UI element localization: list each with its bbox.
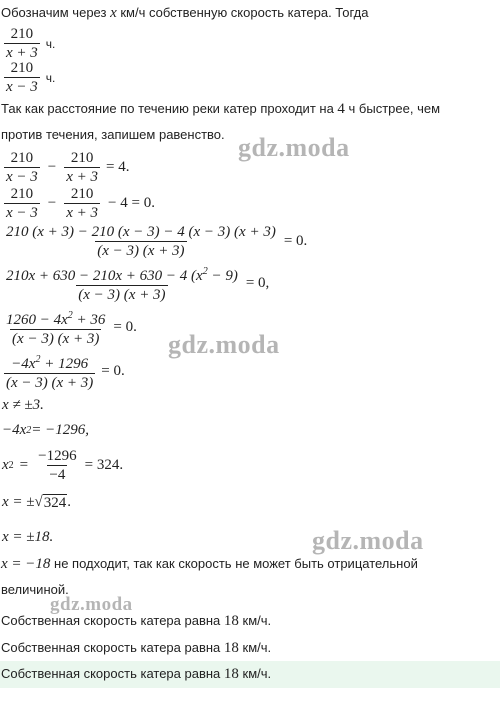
answer-text: Собственная скорость катера равна [1,640,224,655]
denominator: (x − 3) (x + 3) [97,243,185,259]
numerator-part: 1260 − 4x [6,312,68,328]
operator: − [47,159,57,175]
exponent: 2 [26,425,32,436]
equation-7 [2,397,44,414]
exponent: 2 [8,460,14,471]
reject-line-1 [1,556,418,572]
fraction [4,264,240,303]
equation-10 [2,494,71,511]
rhs: − 4 = 0. [108,195,155,211]
intro-text-end: км/ч собственную скорость катера. Тогда [116,5,369,20]
watermark: gdz.moda [312,526,424,555]
fraction [36,448,78,483]
sqrt [35,494,68,511]
rejected-root: x = −18 [1,556,51,572]
denominator: (x − 3) (x + 3) [6,375,94,391]
denominator: (x − 3) (x + 3) [12,331,100,347]
intro-line [1,5,368,21]
rhs: = 324. [84,457,124,473]
equation-5 [2,308,137,347]
explain-text-2: против течения, запишем равенство. [1,127,225,142]
numerator-part: + 36 [72,312,106,328]
watermark: gdz.moda [168,330,280,359]
unit-label: ч. [45,70,56,85]
fraction [64,150,100,185]
numerator-part: 210x + 630 − 210x + 630 − 4 (x [6,268,203,284]
answer-unit: км/ч. [238,613,272,628]
exponent: 2 [67,310,73,321]
rhs: = 4. [106,159,130,175]
solution: x = ±18. [2,529,54,545]
expression: x = ± [2,494,35,510]
intro-variable: x [110,5,117,21]
equation-3 [2,224,307,259]
expression: = −1296, [31,422,90,438]
expression: −4x [2,422,27,438]
reject-text-2: величиной. [1,582,69,597]
numerator: 210 [10,26,34,42]
denominator: x + 3 [66,169,99,185]
numerator: 210 [70,186,94,202]
answer-text: Собственная скорость катера равна [1,613,224,628]
rhs: = 0, [245,275,270,291]
explain-line-2 [1,127,225,143]
equation-9 [2,448,123,483]
numerator: 210 [70,150,94,166]
fraction [4,150,40,185]
fraction [64,186,100,221]
rhs: = 0. [113,319,137,335]
answer-unit: км/ч. [238,666,272,681]
denominator: −4 [49,467,66,483]
numerator: −1296 [38,448,77,464]
equation-2 [2,186,155,221]
denominator: x − 3 [6,79,38,95]
answer-number: 18 [223,613,239,629]
watermark: gdz.moda [50,594,133,615]
exponent: 2 [35,354,41,365]
exponent: 2 [202,266,208,277]
equation-11 [2,529,53,546]
restriction: x ≠ ±3. [2,397,44,413]
fraction [4,186,40,221]
denominator: (x − 3) (x + 3) [78,287,166,303]
answer-line-1 [1,613,271,629]
numerator: 210 [10,150,34,166]
answer-unit: км/ч. [238,640,272,655]
operator: − [47,195,57,211]
explain-text: Так как расстояние по течению реки катер проходит на [1,101,338,116]
denominator: x − 3 [6,169,38,185]
numerator-part: + 1296 [40,356,89,372]
numerator: 210 (x + 3) − 210 (x − 3) − 4 (x − 3) (x + 3) [6,224,276,240]
variable: x [2,457,9,473]
equation-8 [2,422,89,439]
equals: = [19,457,29,473]
explain-number: 4 [337,101,345,117]
fraction [4,224,278,259]
radicand: 324 [43,495,67,511]
denominator: x − 3 [6,205,38,221]
fraction [4,26,40,61]
answer-number: 18 [223,640,239,656]
numerator [9,352,90,373]
explain-text-end: ч быстрее, чем [344,101,441,116]
fraction [4,352,95,391]
time-downstream [2,26,55,61]
punct: . [67,494,71,510]
rhs: = 0. [283,233,308,249]
answer-number: 18 [223,666,239,682]
numerator-part: − 9) [207,268,238,284]
numerator-part: −4x [11,356,36,372]
numerator: 210 [10,60,34,76]
intro-text: Обозначим через [1,5,111,20]
equation-6 [2,352,125,391]
reject-text: не подходит, так как скорость не может быть отрицательной [50,556,418,571]
numerator: 210 [10,186,34,202]
time-upstream [2,60,55,95]
denominator: x + 3 [66,205,99,221]
numerator [4,264,240,285]
answer-text: Собственная скорость катера равна [1,666,224,681]
watermark: gdz.moda [238,133,350,162]
radical-sign-icon: √ [34,494,43,510]
equation-1 [2,150,130,185]
fraction [4,308,107,347]
fraction [4,60,40,95]
unit-label: ч. [45,36,56,51]
denominator: x + 3 [6,45,38,61]
answer-line-2 [1,640,271,656]
answer-line-3 [1,666,271,682]
explain-line-1 [1,101,440,117]
rhs: = 0. [101,363,125,379]
numerator [4,308,107,329]
equation-4 [2,264,269,303]
